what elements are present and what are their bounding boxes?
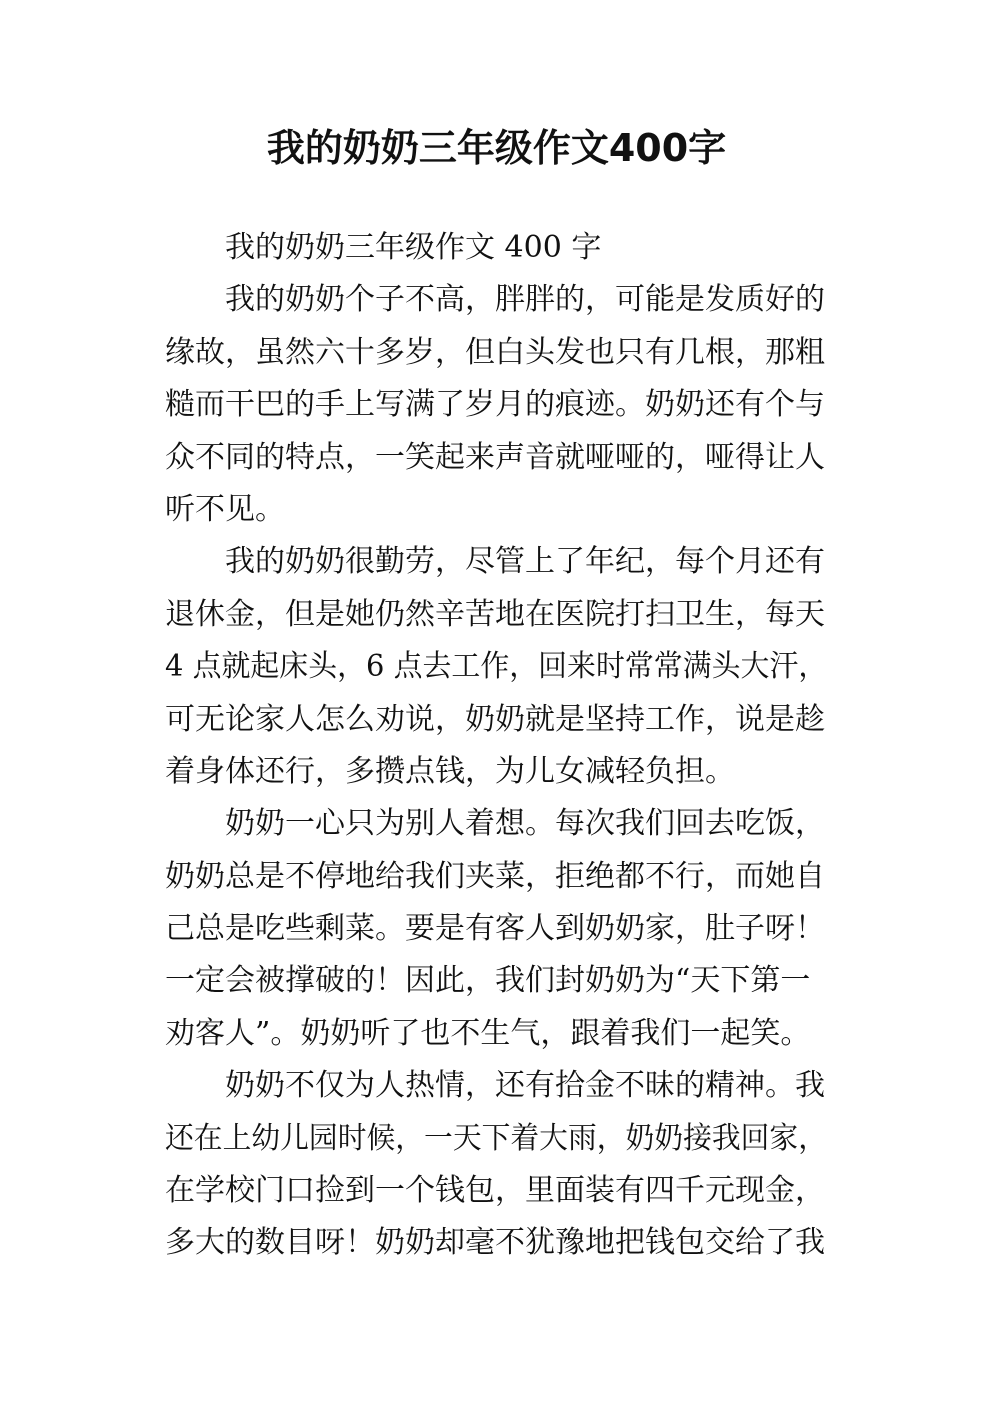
body-line: 糙而干巴的手上写满了岁月的痕迹。奶奶还有个与 <box>165 387 825 423</box>
document-body <box>165 222 827 1270</box>
body-line: 我的奶奶很勤劳，尽管上了年纪，每个月还有 <box>225 544 825 580</box>
body-line: 着身体还行，多攒点钱，为儿女减轻负担。 <box>165 753 735 789</box>
body-line: 退休金，但是她仍然辛苦地在医院打扫卫生，每天 <box>165 596 825 632</box>
body-line: 4 点就起床头，6 点去工作，回来时常常满头大汗， <box>165 649 828 685</box>
body-line: 劝客人”。奶奶听了也不生气，跟着我们一起笑。 <box>165 1015 811 1051</box>
body-line: 众不同的特点，一笑起来声音就哑哑的，哑得让人 <box>165 439 825 475</box>
body-line: 听不见。 <box>165 491 285 527</box>
body-line: 可无论家人怎么劝说，奶奶就是坚持工作，说是趁 <box>165 701 825 737</box>
body-line: 还在上幼儿园时候，一天下着大雨，奶奶接我回家， <box>165 1120 827 1156</box>
body-line: 在学校门口捡到一个钱包，里面装有四千元现金， <box>165 1173 825 1209</box>
document-title: 我的奶奶三年级作文400字 <box>266 126 727 170</box>
body-line: 多大的数目呀！奶奶却毫不犹豫地把钱包交给了我 <box>165 1225 825 1261</box>
body-line: 奶奶一心只为别人着想。每次我们回去吃饭， <box>225 806 825 842</box>
body-line: 奶奶不仅为人热情，还有拾金不昧的精神。我 <box>225 1068 825 1104</box>
body-line: 缘故，虽然六十多岁，但白头发也只有几根，那粗 <box>165 334 825 370</box>
body-line: 一定会被撑破的！因此，我们封奶奶为“天下第一 <box>165 963 811 999</box>
body-line: 奶奶总是不停地给我们夹菜，拒绝都不行，而她自 <box>165 858 825 894</box>
body-line: 我的奶奶三年级作文 400 字 <box>225 230 602 265</box>
body-line: 己总是吃些剩菜。要是有客人到奶奶家，肚子呀！ <box>165 911 825 947</box>
body-line: 我的奶奶个子不高，胖胖的，可能是发质好的 <box>225 282 825 318</box>
